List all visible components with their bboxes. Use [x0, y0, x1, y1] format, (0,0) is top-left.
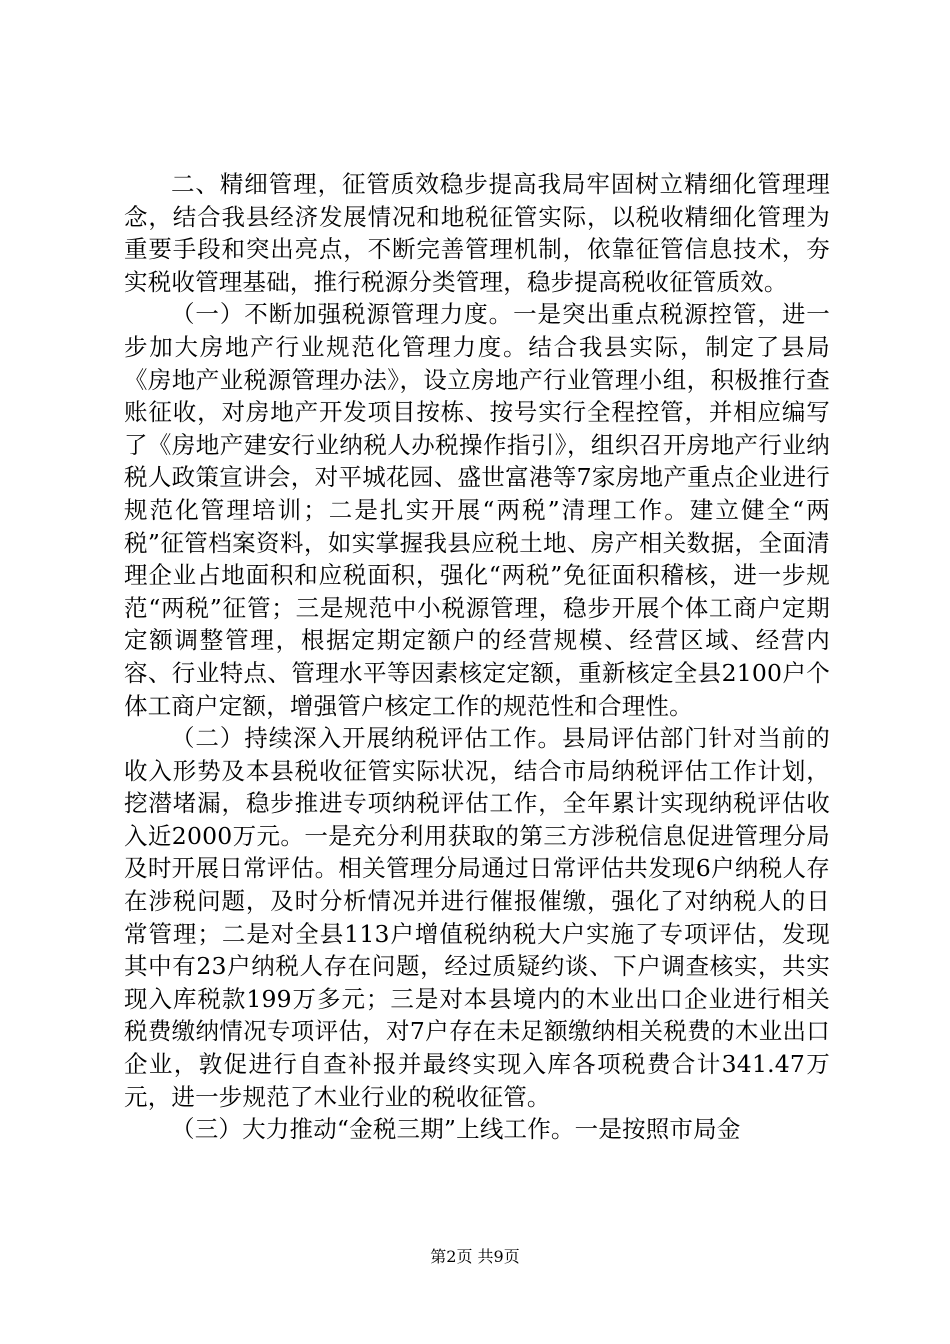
document-body	[124, 168, 830, 1146]
paragraph-item-three: （三）大力推动“金税三期”上线工作。一是按照市局金	[171, 1115, 741, 1144]
paragraph-section-two-intro: 二、精细管理，征管质效稳步提高我局牢固树立精细化管理理念，结合我县经济发展情况和地税征管实际，以税收精细化管理为重要手段和突出亮点，不断完善管理机制，依靠征管信息技术，夯实税收管理基础，推行税源分类管理，稳步提高税收征管质效。	[124, 170, 830, 296]
paragraph-item-two: （二）持续深入开展纳税评估工作。县局评估部门针对当前的收入形势及本县税收征管实际状况，结合市局纳税评估工作计划，挖潜堵漏，稳步推进专项纳税评估工作，全年累计实现纳税评估收入近2000万元。一是充分利用获取的第三方涉税信息促进管理分局及时开展日常评估。相关管理分局通过日常评估共发现6户纳税人存在涉税问题，及时分析情况并进行催报催缴，强化了对纳税人的日常管理；二是对全县113户增值税纳税大户实施了专项评估，发现其中有23户纳税人存在问题，经过质疑约谈、下户调查核实，共实现入库税款199万多元；三是对本县境内的木业出口企业进行相关税费缴纳情况专项评估，对7户存在未足额缴纳相关税费的木业出口企业，敦促进行自查补报并最终实现入库各项税费合计341.47万元，进一步规范了木业行业的税收征管。	[124, 724, 830, 1111]
paragraph-item-one: （一）不断加强税源管理力度。一是突出重点税源控管，进一步加大房地产行业规范化管理力度。结合我县实际，制定了县局《房地产业税源管理办法》，设立房地产行业管理小组，积极推行查账征收，对房地产开发项目按栋、按号实行全程控管，并相应编写了《房地产建安行业纳税人办税操作指引》，组织召开房地产行业纳税人政策宣讲会，对平城花园、盛世富港等7家房地产重点企业进行规范化管理培训；二是扎实开展“两税”清理工作。建立健全“两税”征管档案资料，如实掌握我县应税土地、房产相关数据，全面清理企业占地面积和应税面积，强化“两税”免征面积稽核，进一步规范“两税”征管；三是规范中小税源管理，稳步开展个体工商户定期定额调整管理，根据定期定额户的经营规模、经营区域、经营内容、行业特点、管理水平等因素核定定额，重新核定全县2100户个体工商户定额，增强管户核定工作的规范性和合理性。	[124, 300, 830, 720]
page-number-footer: 第2页 共9页	[430, 1247, 520, 1266]
